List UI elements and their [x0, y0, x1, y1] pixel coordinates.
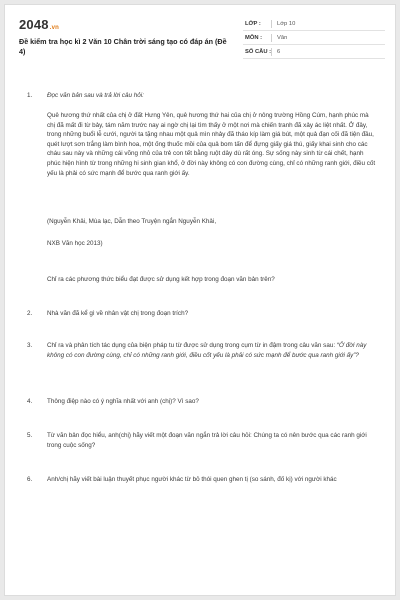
meta-value: Văn	[277, 35, 288, 41]
logo-text: 2048	[19, 17, 49, 32]
meta-row-subject	[243, 31, 385, 45]
question-3-body	[47, 341, 377, 360]
publisher-text: NXB Văn học 2013)	[47, 240, 103, 247]
meta-value: 6	[277, 49, 281, 55]
source-text: (Nguyễn Khải, Mùa lạc, Dẫn theo Truyện ngắn Nguyễn Khải,	[47, 218, 217, 225]
meta-label: MÔN :	[245, 35, 263, 41]
passage-text: Quê hương thứ nhất của chị ở đất Hưng Yên, quê hương thứ hai của chị ở nông trường Hồng Cúm, hạnh phúc mà chị đã mất đi từ bảy, tám năm trước nay ai ngờ chị lại tìm thấy ở một nơi mà chiến tranh đã xảy ác liệt nhất. Ở đây, trong những buổi lễ cưới, người ta tặng nhau một quả mìn nhảy đã tháo kíp làm giá bút, một quả đạn cối đã tiện đầu, quét lượt sơn trắng làm bình hoa, một ống thuốc mồi của quả bom tấn để đựng giấy giá thú, giấy khai sinh cho các cháu sau này và những cái võng nhỏ của trẻ con tết bằng ruột dây dù rất óng. Sự sống này sinh từ cái chết, hạnh phúc hiện hình từ trong những hi sinh gian khổ, ở đời này không có con đường cùng, chỉ có những ranh giới, điều cốt yếu là phải có sức mạnh để bước qua ranh giới ấy.	[47, 112, 376, 177]
document-header	[19, 17, 385, 77]
logo-tld: .vn	[49, 25, 60, 31]
question-1-sub	[47, 275, 377, 285]
passage-publisher	[47, 239, 377, 249]
passage-source	[47, 217, 377, 227]
question-quote: “Ở đời này không có con đường cùng, chỉ có những ranh giới, điều cốt yếu là phải có sức mạnh để bước qua ranh giới ấy”?	[47, 342, 367, 359]
question-number: 4.	[27, 398, 33, 405]
question-text: Đọc văn bản sau và trả lời câu hỏi:	[47, 92, 144, 99]
question-number: 1.	[27, 92, 33, 99]
meta-label: LỚP :	[245, 21, 261, 27]
question-number: 5.	[27, 432, 33, 439]
question-number: 6.	[27, 476, 33, 483]
meta-value: Lớp 10	[277, 21, 296, 27]
question-text: Từ văn bản đọc hiểu, anh(chị) hãy viết một đoạn văn ngắn trả lời câu hỏi: Chúng ta có nên bước qua các ranh giới trong cuộc sống?	[47, 432, 367, 449]
document-page	[4, 4, 396, 596]
reading-passage	[47, 111, 377, 178]
sub-question-text: Chỉ ra các phương thức biểu đạt được sử dụng kết hợp trong đoạn văn bản trên?	[47, 276, 275, 283]
question-text: Thông điệp nào có ý nghĩa nhất với anh (chị)? Vì sao?	[47, 398, 199, 405]
question-number: 3.	[27, 342, 33, 349]
page-title: Đề kiểm tra học kì 2 Văn 10 Chân trời sáng tạo có đáp án (Đề 4)	[19, 37, 227, 56]
meta-label: SỐ CÂU :	[245, 49, 272, 55]
meta-row-count	[243, 45, 385, 59]
question-text: Nhà văn đã kể gì về nhân vật chị trong đoạn trích?	[47, 310, 189, 317]
question-text: Chỉ ra và phân tích tác dụng của biện pháp tu từ được sử dụng trong cụm từ in đậm trong câu văn sau:	[47, 342, 336, 349]
site-logo[interactable]	[19, 17, 59, 32]
question-number: 2.	[27, 310, 33, 317]
question-text: Anh/chị hãy viết bài luận thuyết phục người khác từ bỏ thói quen ghen tị (so sánh, đố kị) với người khác	[47, 476, 337, 483]
meta-table	[243, 17, 385, 59]
meta-row-class	[243, 17, 385, 31]
